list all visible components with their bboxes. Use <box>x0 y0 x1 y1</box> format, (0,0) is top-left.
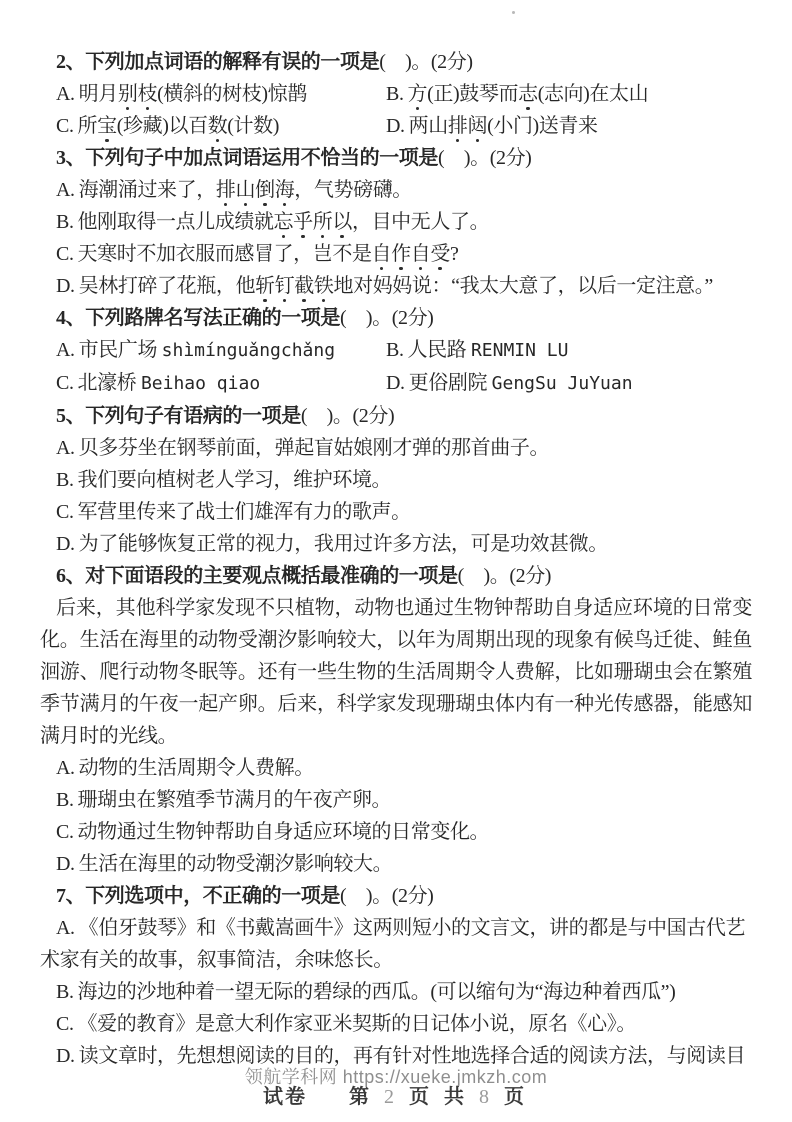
emphasis-dot-char: 枝 <box>137 83 158 105</box>
option-text: 动物的生活周期令人费解。 <box>78 757 314 779</box>
stem-text: 2、下列加点词语的解释有误的一项是 <box>56 51 380 73</box>
question-block <box>40 400 752 560</box>
option-label: C. <box>56 1013 74 1035</box>
option-label: A. <box>56 757 75 779</box>
stem-answer-blank: ( )。(2分) <box>340 307 434 329</box>
option-text: 为了能够恢复正常的视力，我用过许多方法，可是功效甚微。 <box>78 533 608 555</box>
stem-text: 7、下列选项中，不正确的一项是 <box>56 885 340 907</box>
emphasis-dot-char: 所 <box>312 211 333 233</box>
option-text: 《爱的教育》是意大利作家亚米契斯的日记体小说，原名《心》。 <box>77 1013 636 1035</box>
pinyin-text: shìmínguǎngchǎng <box>161 340 336 361</box>
questions <box>40 46 752 1072</box>
stem-text: 5、下列句子有语病的一项是 <box>56 405 301 427</box>
option-label: D. <box>56 853 75 875</box>
option-label: B. <box>56 211 74 233</box>
scan-speck <box>512 11 515 14</box>
option-label: A. <box>56 179 75 201</box>
stem-text: 6、对下面语段的主要观点概括最准确的一项是 <box>56 565 458 587</box>
emphasis-dot-char: 自 <box>410 243 431 265</box>
emphasis-dot-char: 乎 <box>293 211 313 233</box>
option-label: D. <box>56 533 75 555</box>
option-A <box>40 174 752 206</box>
option-text: 明月 <box>78 83 118 105</box>
emphasis-dot-char: 作 <box>391 243 411 265</box>
option-label: D. <box>386 372 405 394</box>
emphasis-dot-char: 斩 <box>255 275 275 297</box>
option-text: 生活在海里的动物受潮汐影响较大。 <box>78 853 393 875</box>
emphasis-dot-char: 山 <box>235 179 256 201</box>
option-text: (志向)在太山 <box>537 83 649 105</box>
option-label: B. <box>56 981 74 1003</box>
question-stem <box>40 46 752 78</box>
option-A <box>56 334 386 367</box>
option-A <box>40 912 752 976</box>
option-C <box>56 367 386 400</box>
stem-answer-blank: ( )。(2分) <box>300 405 395 427</box>
option-text: ，气势磅礴。 <box>294 179 412 201</box>
option-label: A. <box>56 83 75 105</box>
option-C <box>40 238 752 270</box>
option-text: 市民广场 <box>78 339 162 361</box>
question-stem <box>40 880 752 912</box>
question-stem <box>40 400 752 432</box>
option-label: C. <box>56 821 74 843</box>
footer-page-suffix: 页 <box>504 1086 529 1108</box>
option-label: A. <box>56 917 75 939</box>
emphasis-dot-char: 忘 <box>273 211 294 233</box>
pinyin-text: GengSu JuYuan <box>491 373 633 394</box>
stem-answer-blank: ( )。(2分) <box>379 51 473 73</box>
footer-page-number: 2 <box>384 1086 399 1108</box>
option-text: (小门)送青来 <box>487 115 598 137</box>
option-B <box>40 976 752 1008</box>
question-block <box>40 142 752 302</box>
option-text: 《伯牙鼓琴》和《书戴嵩画牛》这两则短小的文言文，讲的都是与中国古代艺术家有关的故事，叙事简洁，余味悠长。 <box>40 917 746 971</box>
option-text: 天寒时不加衣服而感冒了，岂不是 <box>77 243 372 265</box>
question-block <box>40 880 752 1072</box>
emphasis-dot-char: 钉 <box>274 275 295 297</box>
option-label: D. <box>56 1045 75 1067</box>
option-A <box>56 78 386 110</box>
option-text: 人民路 <box>407 339 471 361</box>
emphasis-dot-char: 宝 <box>97 115 117 137</box>
question-stem <box>40 142 752 174</box>
option-B <box>386 334 752 367</box>
question-block <box>40 46 752 142</box>
option-label: D. <box>386 115 405 137</box>
option-text: ，目中无人了。 <box>351 211 490 233</box>
emphasis-dot-char: 别 <box>117 83 138 105</box>
option-label: B. <box>386 339 404 361</box>
option-text: 海潮涌过来了， <box>78 179 216 201</box>
option-label: B. <box>56 789 74 811</box>
question-block <box>40 302 752 400</box>
option-label: A. <box>56 437 75 459</box>
option-text: (计数) <box>227 115 280 137</box>
watermark: 领航学科网 https://xueke.jmkzh.com <box>244 1067 548 1087</box>
option-D <box>40 270 752 302</box>
option-text: 两山 <box>408 115 448 137</box>
passage: 后来，其他科学家发现不只植物，动物也通过生物钟帮助自身适应环境的日常变化。生活在海里的动物受潮汐影响较大，以年为周期出现的现象有候鸟迁徙、鲑鱼洄游、爬行动物冬眠等。还有一些生物的生活周期令人费解，比如珊瑚虫会在繁殖季节满月的午夜一起产卵。后来，科学家发现珊瑚虫体内有一种光传感器，能感知满月时的光线。 <box>40 597 752 747</box>
option-text: (珍藏)以百 <box>116 115 208 137</box>
footer-page-info <box>349 1086 529 1108</box>
option-C <box>40 496 752 528</box>
option-text: (正)鼓琴而 <box>427 83 519 105</box>
footer-doc-label: 试卷 <box>263 1086 307 1108</box>
emphasis-dot-char: 倒 <box>255 179 275 201</box>
emphasis-dot-char: 铁 <box>313 275 334 297</box>
option-B <box>40 784 752 816</box>
emphasis-dot-char: 志 <box>518 83 538 105</box>
emphasis-dot-char: 方 <box>407 83 428 105</box>
option-text: 所 <box>77 115 98 137</box>
option-label: B. <box>56 469 74 491</box>
option-label: A. <box>56 339 75 361</box>
option-text: 他刚取得一点儿成绩就 <box>77 211 274 233</box>
pinyin-text: RENMIN LU <box>470 340 569 361</box>
option-C <box>40 816 752 848</box>
footer-page-middle: 页 共 <box>409 1086 469 1108</box>
option-A <box>40 432 752 464</box>
option-B <box>40 464 752 496</box>
emphasis-dot-char: 自 <box>371 243 392 265</box>
emphasis-dot-char: 以 <box>332 211 352 233</box>
stem-text: 3、下列句子中加点词语运用不恰当的一项是 <box>56 147 438 169</box>
emphasis-dot-char: 截 <box>294 275 314 297</box>
option-row <box>40 367 752 400</box>
question-block <box>40 560 752 880</box>
emphasis-dot-char: 海 <box>274 179 295 201</box>
emphasis-dot-char: 排 <box>215 179 236 201</box>
question-stem <box>40 302 752 334</box>
option-B <box>40 206 752 238</box>
emphasis-dot-char: 排 <box>447 115 468 137</box>
option-text: 吴林打碎了花瓶，他 <box>78 275 256 297</box>
question-stem <box>40 560 752 592</box>
option-text: 贝多芬坐在钢琴前面，弹起盲姑娘刚才弹的那首曲子。 <box>78 437 550 459</box>
option-text: 更俗剧院 <box>408 372 492 394</box>
option-label: C. <box>56 372 74 394</box>
stem-answer-blank: ( )。(2分) <box>340 885 434 907</box>
option-text: 军营里传来了战士们雄浑有力的歌声。 <box>77 501 411 523</box>
emphasis-dot-char: 数 <box>207 115 228 137</box>
option-text: 动物通过生物钟帮助自身适应环境的日常变化。 <box>77 821 490 843</box>
option-text: 珊瑚虫在繁殖季节满月的午夜产卵。 <box>77 789 392 811</box>
option-row <box>40 110 752 142</box>
option-D <box>40 848 752 880</box>
emphasis-dot-char: 受 <box>430 243 450 265</box>
option-text: (横斜的树枝)惊鹊 <box>157 83 307 105</box>
option-text: 读文章时，先想想阅读的目的，再有针对性地选择合适的阅读方法，与阅读目 <box>78 1045 746 1067</box>
footer-page-total: 8 <box>479 1086 494 1108</box>
option-text: 海边的沙地种着一望无际的碧绿的西瓜。(可以缩句为“海边种着西瓜”) <box>77 981 676 1003</box>
option-label: C. <box>56 243 74 265</box>
stem-answer-blank: ( )。(2分) <box>457 565 552 587</box>
option-D <box>40 528 752 560</box>
option-D <box>386 110 752 142</box>
footer-page-prefix: 第 <box>349 1086 374 1108</box>
option-row <box>40 334 752 367</box>
option-text: 我们要向植树老人学习，维护环境。 <box>77 469 392 491</box>
option-C <box>40 1008 752 1040</box>
option-text: 北濠桥 <box>77 372 141 394</box>
option-C <box>56 110 386 142</box>
pinyin-text: Beihao qiao <box>140 373 261 394</box>
option-label: C. <box>56 501 74 523</box>
page-footer <box>0 1080 792 1109</box>
option-A <box>40 752 752 784</box>
option-B <box>386 78 752 110</box>
emphasis-dot-char: 闼 <box>467 115 488 137</box>
option-row <box>40 78 752 110</box>
option-label: D. <box>56 275 75 297</box>
option-label: C. <box>56 115 74 137</box>
option-text: ? <box>449 243 459 265</box>
stem-text: 4、下列路牌名写法正确的一项是 <box>56 307 340 329</box>
option-text: 地对妈妈说：“我太大意了，以后一定注意。” <box>333 275 713 297</box>
option-label: B. <box>386 83 404 105</box>
stem-answer-blank: ( )。(2分) <box>438 147 532 169</box>
option-D <box>386 367 752 400</box>
